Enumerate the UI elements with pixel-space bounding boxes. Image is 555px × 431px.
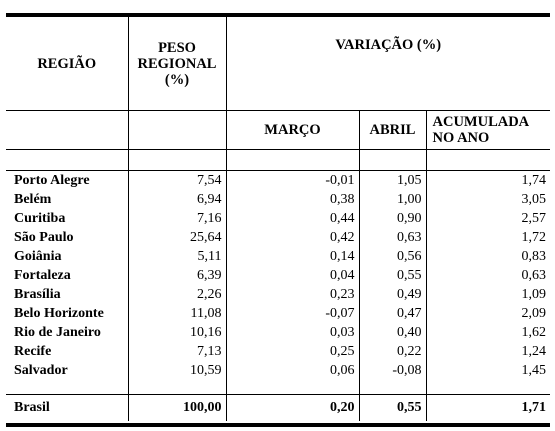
table-row <box>6 228 550 247</box>
ipca-regional-table <box>6 13 550 427</box>
cell-acumulada: 0,83 <box>426 247 550 266</box>
header-abril-label: ABRIL <box>369 122 416 138</box>
cell-marco: 0,44 <box>226 209 359 228</box>
cell-acumulada: 1,74 <box>426 171 550 191</box>
cell-regiao: Recife <box>14 344 52 359</box>
cell-acumulada: 1,24 <box>426 342 550 361</box>
total-abril: 0,55 <box>359 395 426 422</box>
total-regiao: Brasil <box>6 395 128 422</box>
cell-abril: 0,22 <box>359 342 426 361</box>
cell-regiao: São Paulo <box>14 230 74 245</box>
cell-peso: 5,11 <box>128 247 226 266</box>
data-table <box>6 17 550 421</box>
table-row <box>6 247 550 266</box>
cell-regiao: Salvador <box>14 363 68 378</box>
total-peso: 100,00 <box>128 395 226 422</box>
table-row <box>6 361 550 380</box>
header-marco <box>226 111 359 150</box>
cell-peso: 10,16 <box>128 323 226 342</box>
header-peso-line3: (%) <box>164 71 190 88</box>
cell-abril: -0,08 <box>359 361 426 380</box>
table-row <box>6 323 550 342</box>
header-regiao <box>6 17 128 111</box>
table-row <box>6 209 550 228</box>
cell-marco: 0,42 <box>226 228 359 247</box>
cell-peso: 7,54 <box>128 171 226 191</box>
cell-acumulada: 1,45 <box>426 361 550 380</box>
total-marco: 0,20 <box>226 395 359 422</box>
cell-marco: -0,07 <box>226 304 359 323</box>
header-peso-line1: PESO <box>158 39 196 56</box>
cell-acumulada: 1,09 <box>426 285 550 304</box>
bottom-rule <box>6 423 550 427</box>
cell-peso: 25,64 <box>128 228 226 247</box>
cell-abril: 0,40 <box>359 323 426 342</box>
cell-acumulada: 1,62 <box>426 323 550 342</box>
table-row <box>6 342 550 361</box>
table-row <box>6 304 550 323</box>
cell-peso: 2,26 <box>128 285 226 304</box>
header-variacao <box>226 17 550 111</box>
spacer-row <box>6 150 550 171</box>
table-row <box>6 190 550 209</box>
cell-regiao: Rio de Janeiro <box>14 325 101 340</box>
cell-regiao: Goiânia <box>14 249 62 264</box>
header-abril <box>359 111 426 150</box>
header-acumulada-line1: ACUMULADA <box>432 114 530 130</box>
cell-regiao: Curitiba <box>14 211 66 226</box>
table-row <box>6 171 550 191</box>
header-peso-line2: REGIONAL <box>137 55 217 72</box>
cell-abril: 0,55 <box>359 266 426 285</box>
cell-regiao: Fortaleza <box>14 268 71 283</box>
cell-peso: 6,94 <box>128 190 226 209</box>
cell-marco: -0,01 <box>226 171 359 191</box>
cell-abril: 0,63 <box>359 228 426 247</box>
cell-marco: 0,06 <box>226 361 359 380</box>
total-row <box>6 395 550 422</box>
cell-marco: 0,14 <box>226 247 359 266</box>
cell-marco: 0,04 <box>226 266 359 285</box>
cell-regiao: Brasília <box>14 287 61 302</box>
cell-marco: 0,03 <box>226 323 359 342</box>
table-row <box>6 285 550 304</box>
cell-regiao: Porto Alegre <box>6 171 128 191</box>
header-acumulada <box>426 111 550 150</box>
cell-peso: 7,16 <box>128 209 226 228</box>
cell-regiao: Belém <box>14 192 52 207</box>
cell-abril: 1,05 <box>359 171 426 191</box>
cell-regiao: Belo Horizonte <box>14 306 104 321</box>
total-acumulada: 1,71 <box>426 395 550 422</box>
cell-abril: 0,56 <box>359 247 426 266</box>
cell-acumulada: 0,63 <box>426 266 550 285</box>
cell-abril: 0,49 <box>359 285 426 304</box>
cell-abril: 0,47 <box>359 304 426 323</box>
cell-marco: 0,23 <box>226 285 359 304</box>
header-acumulada-line2: NO ANO <box>432 130 490 146</box>
cell-peso: 10,59 <box>128 361 226 380</box>
cell-acumulada: 1,72 <box>426 228 550 247</box>
cell-peso: 7,13 <box>128 342 226 361</box>
header-variacao-label: VARIAÇÃO (%) <box>335 37 442 53</box>
cell-marco: 0,25 <box>226 342 359 361</box>
header-marco-label: MARÇO <box>264 122 321 138</box>
gap-row <box>6 380 550 395</box>
header-peso <box>128 17 226 111</box>
cell-peso: 6,39 <box>128 266 226 285</box>
cell-marco: 0,38 <box>226 190 359 209</box>
header-peso-sub <box>128 111 226 150</box>
cell-peso: 11,08 <box>128 304 226 323</box>
cell-abril: 0,90 <box>359 209 426 228</box>
cell-abril: 1,00 <box>359 190 426 209</box>
cell-acumulada: 2,57 <box>426 209 550 228</box>
cell-acumulada: 3,05 <box>426 190 550 209</box>
header-row-1 <box>6 17 550 111</box>
header-row-2 <box>6 111 550 150</box>
header-regiao-sub <box>6 111 128 150</box>
header-regiao-label: REGIÃO <box>37 55 97 72</box>
cell-acumulada: 2,09 <box>426 304 550 323</box>
table-row <box>6 266 550 285</box>
